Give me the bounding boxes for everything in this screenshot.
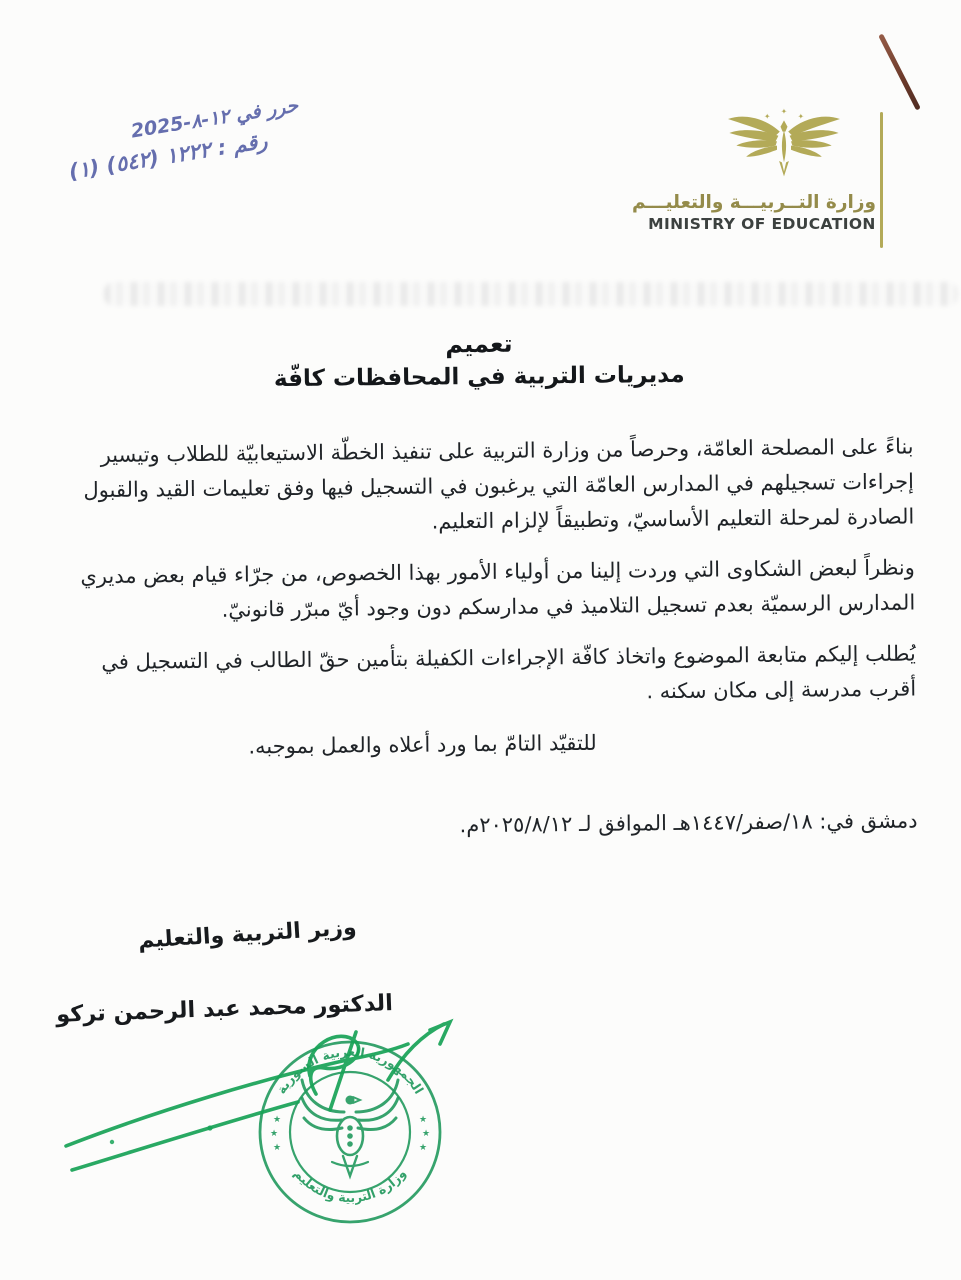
handwritten-date: حرر في ١٢-٨-2025 [129, 94, 300, 143]
svg-text:✦: ✦ [780, 107, 788, 117]
svg-text:✦: ✦ [797, 112, 805, 121]
svg-text:✦: ✦ [763, 112, 771, 121]
ministry-letterhead-logo [632, 104, 876, 234]
ministry-name-arabic: وزارة التــربيـــة والتعليـــم [632, 192, 876, 213]
stamp-star-icon: ★ [418, 1143, 428, 1153]
stamp-top-text: الجمهورية العربية السورية [273, 1043, 427, 1097]
ministry-name-english: MINISTRY OF EDUCATION [648, 215, 876, 233]
handwritten-number: رقم : ١٢٢٢ (٥٤٢) (١) [67, 128, 269, 184]
paragraph-1: بناءً على المصلحة العامّة، وحرصاً من وزارة التربية على تنفيذ الخطّة الاستيعابيّة للطلاب وتيسير إجراءات تسجيلهم في المدارس العامّة التي يرغبون في التسجيل فيها وفق تعليمات القيد والقبول الصادرة لمرحلة التعليم الأساسيّ، وتطبيقاً لإلزام التعليم. [83, 434, 915, 534]
signatory-name: الدكتور محمد عبد الرحمن تركو [55, 990, 394, 1028]
scan-smudge-artifact [104, 282, 958, 306]
stamp-star-icon: ★ [418, 1115, 428, 1125]
stamp-star-icon: ★ [272, 1143, 282, 1153]
signatory-position-title: وزير التربية والتعليم [137, 915, 358, 954]
handwritten-reference-note [19, 90, 305, 193]
stamp-bottom-text: وزارة التربية والتعليم [291, 1165, 409, 1206]
stamp-star-icon: ★ [272, 1115, 282, 1125]
letter-title: تعميم [445, 329, 513, 359]
letter-addressee: مديريات التربية في المحافظات كافّة [273, 361, 685, 393]
ministry-eagle-icon [714, 104, 854, 190]
letter-body [45, 325, 917, 844]
paragraph-2: ونظراً لبعض الشكاوى التي وردت إلينا من أولياء الأمور بهذا الخصوص، من جرّاء قيام بعض مديري المدارس الرسميّة بعدم تسجيل التلاميذ في مدارسكم دون وجود أيّ مبرّر قانونيّ. [80, 555, 916, 622]
paragraph-3: يُطلب إليكم متابعة الموضوع واتخاذ كافّة الإجراءات الكفيلة بتأمين حقّ الطالب في التسجيل في أقرب مدرسة إلى مكان سكنه . [101, 641, 917, 704]
red-pen-mark [878, 33, 921, 110]
handwritten-signature [58, 1018, 478, 1183]
stamp-star-icon: ★ [421, 1129, 431, 1139]
stamp-star-icon: ★ [269, 1129, 279, 1139]
closing-line: للتقيّد التامّ بما ورد أعلاه والعمل بموجبه. [248, 730, 597, 759]
letterhead-divider-line [880, 112, 883, 248]
date-line: دمشق في: ١٨/صفر/١٤٤٧هـ الموافق لـ ٢٠٢٥/٨/١٢م. [459, 808, 918, 838]
